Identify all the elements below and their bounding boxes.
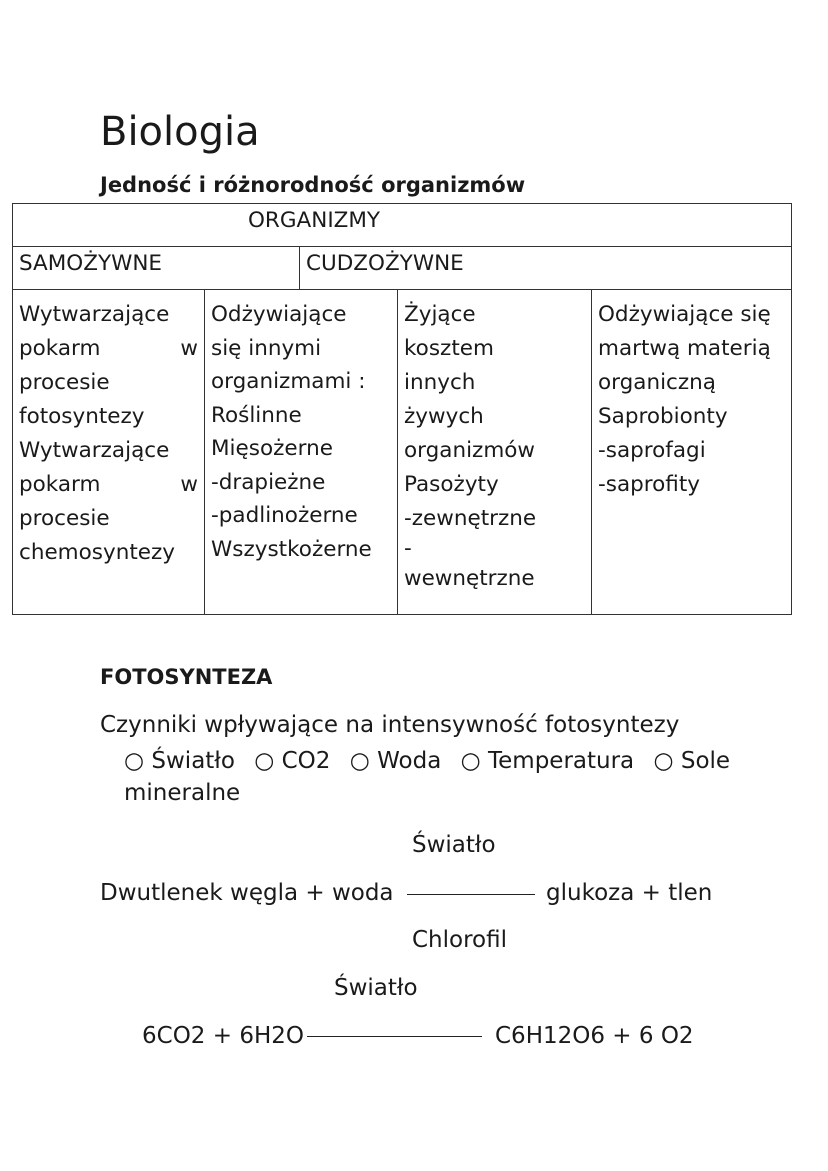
eq2-arrow-line [307,1036,482,1037]
cell-autotrophs: Wytwarzające pokarm w procesie fotosyntezy Wytwarzające pokarm w procesie chemosyntezy [13,290,205,615]
eq1-condition-light: Światło [412,832,496,858]
cell-parasites: Żyjące kosztem innych żywych organizmów Pasożyty -zewnętrzne - wewnętrzne [398,290,592,615]
eq2-products: C6H12O6 + 6 O2 [495,1023,694,1049]
bullet-icon: ○ [254,748,275,774]
bullet-icon: ○ [124,748,145,774]
eq1-arrow-line [407,894,535,895]
page-title: Biologia [100,109,260,155]
eq2-condition-light: Światło [334,975,418,1001]
factors-list [124,745,744,809]
list-item: Temperatura [488,748,635,774]
table-root-header: ORGANIZMY [13,204,792,247]
cell-saprobionts: Odżywiające się martwą materią organiczną Saprobionty -saprofagi -saprofity [592,290,792,615]
page-subtitle: Jedność i różnorodność organizmów [100,173,526,197]
list-item: Woda [377,748,442,774]
eq1-condition-chlorophyll: Chlorofil [412,927,507,953]
factors-intro: Czynniki wpływające na intensywność fotosyntezy [100,712,680,738]
organisms-table [12,203,792,615]
group-header-heterotrophs: CUDZOŻYWNE [300,247,792,290]
list-item: Sole mineralne [124,748,731,806]
eq2-reactants: 6CO2 + 6H2O [142,1023,304,1049]
section-heading: FOTOSYNTEZA [100,665,273,689]
eq1-reactants: Dwutlenek węgla + woda [100,880,394,906]
bullet-icon: ○ [653,748,674,774]
list-item: CO2 [281,748,331,774]
bullet-icon: ○ [460,748,481,774]
bullet-icon: ○ [349,748,370,774]
eq1-products: glukoza + tlen [546,880,713,906]
cell-holozoic: Odżywiające się innymi organizmami : Roślinne Mięsożerne -drapieżne -padlinożerne Wszystkożerne [205,290,398,615]
group-header-autotrophs: SAMOŻYWNE [13,247,300,290]
list-item: Światło [151,748,235,774]
